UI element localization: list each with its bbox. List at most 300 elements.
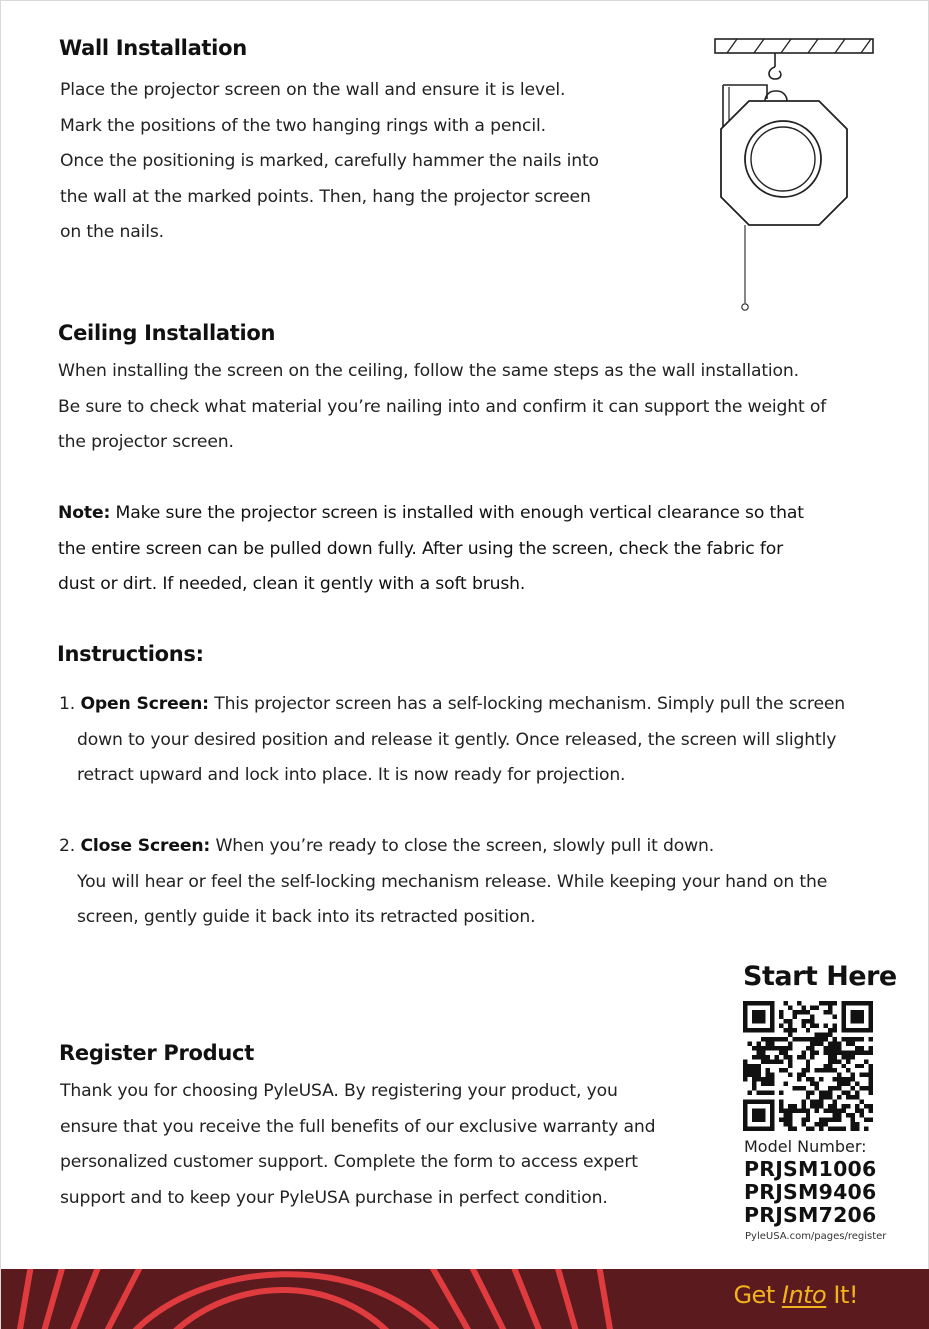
qr-module bbox=[788, 1055, 792, 1059]
qr-module bbox=[770, 1104, 774, 1108]
qr-module bbox=[815, 1041, 819, 1045]
qr-module bbox=[756, 1001, 760, 1005]
qr-module bbox=[869, 1086, 873, 1090]
qr-module bbox=[828, 1104, 832, 1108]
qr-module bbox=[855, 1104, 859, 1108]
qr-module bbox=[860, 1010, 864, 1014]
qr-module bbox=[752, 1028, 756, 1032]
qr-module bbox=[864, 1073, 868, 1077]
qr-module bbox=[752, 1086, 756, 1090]
qr-module bbox=[828, 1041, 832, 1045]
qr-module bbox=[855, 1082, 859, 1086]
qr-module bbox=[824, 1001, 828, 1005]
qr-module bbox=[842, 1050, 846, 1054]
qr-module bbox=[837, 1059, 841, 1063]
qr-module bbox=[824, 1050, 828, 1054]
qr-module bbox=[752, 1118, 756, 1122]
qr-module bbox=[806, 1113, 810, 1117]
qr-module bbox=[797, 1077, 801, 1081]
qr-module bbox=[869, 1046, 873, 1050]
qr-module bbox=[869, 1064, 873, 1068]
qr-module bbox=[869, 1037, 873, 1041]
qr-module bbox=[774, 1055, 778, 1059]
note-text bbox=[58, 496, 804, 603]
qr-module bbox=[860, 1028, 864, 1032]
qr-module bbox=[810, 1082, 814, 1086]
qr-module bbox=[756, 1041, 760, 1045]
qr-module bbox=[833, 1077, 837, 1081]
qr-module bbox=[828, 1028, 832, 1032]
qr-module bbox=[801, 1122, 805, 1126]
qr-module bbox=[810, 1046, 814, 1050]
qr-module bbox=[743, 1028, 747, 1032]
qr-module bbox=[815, 1086, 819, 1090]
qr-module bbox=[837, 1109, 841, 1113]
qr-module bbox=[855, 1050, 859, 1054]
qr-module bbox=[828, 1064, 832, 1068]
qr-module bbox=[833, 1037, 837, 1041]
qr-module bbox=[851, 1118, 855, 1122]
qr-module bbox=[765, 1068, 769, 1072]
start-here-heading: Start Here bbox=[743, 961, 897, 992]
qr-module bbox=[779, 1104, 783, 1108]
qr-module bbox=[806, 1109, 810, 1113]
note-label: Note: bbox=[58, 503, 111, 523]
qr-module bbox=[810, 1091, 814, 1095]
qr-module bbox=[864, 1127, 868, 1131]
qr-module bbox=[869, 1050, 873, 1054]
qr-module bbox=[837, 1086, 841, 1090]
qr-module bbox=[869, 1019, 873, 1023]
qr-module bbox=[752, 1064, 756, 1068]
qr-module bbox=[842, 1077, 846, 1081]
qr-module bbox=[792, 1028, 796, 1032]
qr-module bbox=[779, 1037, 783, 1041]
qr-module bbox=[747, 1028, 751, 1032]
qr-module bbox=[747, 1064, 751, 1068]
qr-module bbox=[792, 1014, 796, 1018]
qr-module bbox=[828, 1055, 832, 1059]
qr-module bbox=[864, 1001, 868, 1005]
qr-module bbox=[783, 1113, 787, 1117]
model-number: PRJSM9406 bbox=[744, 1180, 877, 1204]
qr-module bbox=[806, 1077, 810, 1081]
qr-module bbox=[828, 1005, 832, 1009]
qr-module bbox=[761, 1028, 765, 1032]
qr-module bbox=[801, 1104, 805, 1108]
qr-module bbox=[756, 1010, 760, 1014]
qr-module bbox=[810, 1077, 814, 1081]
qr-module bbox=[792, 1109, 796, 1113]
qr-module bbox=[743, 1059, 747, 1063]
qr-module bbox=[779, 1014, 783, 1018]
text-line: personalized customer support. Complete the form to access expert bbox=[60, 1152, 638, 1173]
tagline-part: It! bbox=[826, 1281, 858, 1309]
qr-module bbox=[819, 1037, 823, 1041]
qr-module bbox=[779, 1023, 783, 1027]
qr-module bbox=[770, 1046, 774, 1050]
qr-module bbox=[842, 1055, 846, 1059]
qr-module bbox=[860, 1064, 864, 1068]
qr-module bbox=[792, 1086, 796, 1090]
qr-module bbox=[743, 1023, 747, 1027]
qr-module bbox=[761, 1077, 765, 1081]
qr-module bbox=[828, 1059, 832, 1063]
qr-module bbox=[765, 1091, 769, 1095]
qr-module bbox=[788, 1028, 792, 1032]
qr-module bbox=[851, 1077, 855, 1081]
qr-module bbox=[797, 1010, 801, 1014]
qr-module bbox=[797, 1073, 801, 1077]
qr-module bbox=[756, 1073, 760, 1077]
qr-module bbox=[743, 1109, 747, 1113]
qr-module bbox=[770, 1010, 774, 1014]
qr-module bbox=[833, 1023, 837, 1027]
text-line bbox=[59, 687, 845, 723]
qr-module bbox=[792, 1010, 796, 1014]
qr-module bbox=[846, 1068, 850, 1072]
qr-module bbox=[752, 1068, 756, 1072]
qr-module bbox=[846, 1041, 850, 1045]
qr-module bbox=[855, 1064, 859, 1068]
qr-module bbox=[779, 1109, 783, 1113]
qr-module bbox=[860, 1073, 864, 1077]
qr-module bbox=[833, 1104, 837, 1108]
qr-module bbox=[860, 1037, 864, 1041]
qr-module bbox=[806, 1127, 810, 1131]
qr-module bbox=[743, 1068, 747, 1072]
qr-module bbox=[855, 1010, 859, 1014]
qr-module bbox=[837, 1127, 841, 1131]
qr-module bbox=[855, 1019, 859, 1023]
text-line: the wall at the marked points. Then, hang the projector screen bbox=[60, 186, 591, 207]
qr-module bbox=[801, 1073, 805, 1077]
qr-module bbox=[743, 1010, 747, 1014]
qr-module bbox=[837, 1118, 841, 1122]
qr-module bbox=[810, 1005, 814, 1009]
text-line: the entire screen can be pulled down fully. After using the screen, check the fabric for bbox=[58, 538, 784, 559]
qr-module bbox=[752, 1073, 756, 1077]
qr-module bbox=[779, 1050, 783, 1054]
qr-module bbox=[783, 1001, 787, 1005]
qr-module bbox=[761, 1019, 765, 1023]
qr-module bbox=[801, 1023, 805, 1027]
qr-module bbox=[770, 1127, 774, 1131]
text-line: You will hear or feel the self-locking mechanism release. While keeping your hand on the bbox=[77, 871, 828, 892]
text-line: Once the positioning is marked, carefully hammer the nails into bbox=[60, 151, 599, 172]
qr-module bbox=[761, 1050, 765, 1054]
qr-module bbox=[842, 1109, 846, 1113]
qr-module bbox=[846, 1001, 850, 1005]
text-line bbox=[58, 496, 804, 532]
qr-module bbox=[846, 1059, 850, 1063]
qr-module bbox=[815, 1100, 819, 1104]
qr-module bbox=[747, 1127, 751, 1131]
qr-module bbox=[851, 1041, 855, 1045]
qr-module bbox=[828, 1068, 832, 1072]
qr-module bbox=[752, 1082, 756, 1086]
qr-module bbox=[770, 1005, 774, 1009]
qr-module bbox=[761, 1059, 765, 1063]
qr-module bbox=[801, 1005, 805, 1009]
qr-module bbox=[743, 1127, 747, 1131]
qr-module bbox=[743, 1014, 747, 1018]
qr-module bbox=[846, 1077, 850, 1081]
qr-module bbox=[797, 1109, 801, 1113]
qr-module bbox=[761, 1100, 765, 1104]
qr-module bbox=[855, 1109, 859, 1113]
qr-module bbox=[801, 1037, 805, 1041]
qr-module bbox=[833, 1109, 837, 1113]
qr-module bbox=[765, 1059, 769, 1063]
qr-module bbox=[828, 1001, 832, 1005]
text-line bbox=[59, 829, 827, 865]
qr-module bbox=[806, 1095, 810, 1099]
qr-module bbox=[756, 1046, 760, 1050]
qr-module bbox=[837, 1050, 841, 1054]
text-line: retract upward and lock into place. It is now ready for projection. bbox=[77, 765, 626, 786]
qr-module bbox=[842, 1023, 846, 1027]
qr-module bbox=[765, 1055, 769, 1059]
qr-module bbox=[752, 1109, 756, 1113]
qr-module bbox=[837, 1077, 841, 1081]
qr-module bbox=[783, 1068, 787, 1072]
qr-module bbox=[851, 1010, 855, 1014]
qr-module bbox=[783, 1046, 787, 1050]
qr-module bbox=[810, 1014, 814, 1018]
qr-module bbox=[752, 1055, 756, 1059]
qr-module bbox=[851, 1001, 855, 1005]
qr-module bbox=[770, 1109, 774, 1113]
qr-module bbox=[846, 1037, 850, 1041]
qr-module bbox=[851, 1050, 855, 1054]
qr-module bbox=[869, 1010, 873, 1014]
qr-module bbox=[765, 1073, 769, 1077]
qr-module bbox=[761, 1118, 765, 1122]
qr-module bbox=[864, 1059, 868, 1063]
qr-module bbox=[788, 1127, 792, 1131]
qr-module bbox=[851, 1122, 855, 1126]
qr-module bbox=[851, 1037, 855, 1041]
qr-module bbox=[806, 1091, 810, 1095]
qr-module bbox=[819, 1091, 823, 1095]
text-line: down to your desired position and release it gently. Once released, the screen will slightly bbox=[77, 729, 837, 750]
qr-module bbox=[765, 1037, 769, 1041]
text-line: Place the projector screen on the wall and ensure it is level. bbox=[60, 80, 566, 100]
qr-module bbox=[824, 1032, 828, 1036]
qr-module bbox=[828, 1046, 832, 1050]
qr-module bbox=[774, 1046, 778, 1050]
ceiling-installation-heading: Ceiling Installation bbox=[58, 321, 276, 345]
qr-module bbox=[837, 1073, 841, 1077]
qr-module bbox=[869, 1091, 873, 1095]
qr-module bbox=[860, 1046, 864, 1050]
qr-module bbox=[828, 1032, 832, 1036]
qr-module bbox=[806, 1046, 810, 1050]
step-label: Close Screen: bbox=[80, 836, 211, 856]
qr-module bbox=[783, 1122, 787, 1126]
qr-module bbox=[783, 1118, 787, 1122]
qr-module bbox=[761, 1010, 765, 1014]
qr-module bbox=[806, 1037, 810, 1041]
qr-module bbox=[833, 1113, 837, 1117]
qr-module bbox=[743, 1122, 747, 1126]
qr-module bbox=[792, 1037, 796, 1041]
qr-module bbox=[842, 1001, 846, 1005]
qr-module bbox=[846, 1095, 850, 1099]
qr-module bbox=[788, 1032, 792, 1036]
qr-module bbox=[833, 1118, 837, 1122]
qr-module bbox=[747, 1091, 751, 1095]
qr-module bbox=[851, 1095, 855, 1099]
qr-module bbox=[828, 1127, 832, 1131]
qr-module bbox=[801, 1109, 805, 1113]
qr-module bbox=[765, 1028, 769, 1032]
qr-module bbox=[810, 1127, 814, 1131]
qr-module bbox=[855, 1091, 859, 1095]
qr-module bbox=[860, 1109, 864, 1113]
qr-module bbox=[788, 1041, 792, 1045]
qr-module bbox=[846, 1028, 850, 1032]
qr-module bbox=[819, 1032, 823, 1036]
step-first-line: When you’re ready to close the screen, slowly pull it down. bbox=[210, 836, 715, 856]
qr-module bbox=[864, 1118, 868, 1122]
ceiling-installation-text bbox=[58, 354, 826, 461]
qr-module bbox=[752, 1014, 756, 1018]
qr-module bbox=[779, 1100, 783, 1104]
qr-module bbox=[824, 1037, 828, 1041]
note-line-1: Make sure the projector screen is installed with enough vertical clearance so that bbox=[110, 503, 804, 523]
qr-module bbox=[855, 1014, 859, 1018]
qr-module bbox=[855, 1122, 859, 1126]
qr-module bbox=[801, 1050, 805, 1054]
qr-module bbox=[846, 1113, 850, 1117]
qr-module bbox=[743, 1077, 747, 1081]
qr-module bbox=[806, 1010, 810, 1014]
qr-module bbox=[765, 1127, 769, 1131]
qr-module bbox=[837, 1041, 841, 1045]
qr-module bbox=[828, 1095, 832, 1099]
qr-module bbox=[743, 1005, 747, 1009]
qr-module bbox=[761, 1037, 765, 1041]
qr-module bbox=[819, 1001, 823, 1005]
instruction-step-open bbox=[59, 687, 845, 794]
qr-module bbox=[756, 1019, 760, 1023]
qr-module bbox=[743, 1104, 747, 1108]
qr-module bbox=[828, 1109, 832, 1113]
qr-module bbox=[819, 1095, 823, 1099]
qr-module bbox=[756, 1127, 760, 1131]
registration-qr-code[interactable] bbox=[743, 1001, 873, 1131]
qr-module bbox=[837, 1082, 841, 1086]
qr-module bbox=[815, 1005, 819, 1009]
qr-module bbox=[765, 1001, 769, 1005]
qr-module bbox=[810, 1100, 814, 1104]
qr-module bbox=[770, 1023, 774, 1027]
qr-module bbox=[743, 1064, 747, 1068]
qr-module bbox=[783, 1109, 787, 1113]
qr-module bbox=[869, 1005, 873, 1009]
qr-module bbox=[833, 1050, 837, 1054]
text-line: Be sure to check what material you’re nailing into and confirm it can support the weight of bbox=[58, 396, 827, 417]
qr-module bbox=[819, 1127, 823, 1131]
qr-module bbox=[801, 1118, 805, 1122]
qr-module bbox=[824, 1023, 828, 1027]
qr-module bbox=[869, 1014, 873, 1018]
qr-module bbox=[833, 1100, 837, 1104]
qr-module bbox=[770, 1077, 774, 1081]
qr-module bbox=[855, 1127, 859, 1131]
qr-module bbox=[819, 1041, 823, 1045]
qr-module bbox=[783, 1037, 787, 1041]
qr-module bbox=[743, 1118, 747, 1122]
qr-module bbox=[833, 1059, 837, 1063]
qr-module bbox=[756, 1068, 760, 1072]
qr-module bbox=[810, 1050, 814, 1054]
qr-module bbox=[842, 1010, 846, 1014]
qr-module bbox=[842, 1104, 846, 1108]
qr-module bbox=[815, 1122, 819, 1126]
qr-module bbox=[770, 1122, 774, 1126]
qr-module bbox=[783, 1028, 787, 1032]
qr-module bbox=[806, 1068, 810, 1072]
qr-module bbox=[833, 1127, 837, 1131]
qr-module bbox=[824, 1118, 828, 1122]
qr-module bbox=[752, 1001, 756, 1005]
qr-module bbox=[765, 1046, 769, 1050]
qr-module bbox=[810, 1041, 814, 1045]
qr-module bbox=[864, 1086, 868, 1090]
hanging-screen-illustration bbox=[709, 33, 879, 315]
qr-module bbox=[819, 1122, 823, 1126]
register-url[interactable]: PyleUSA.com/pages/register bbox=[745, 1231, 887, 1242]
qr-module bbox=[756, 1118, 760, 1122]
qr-module bbox=[747, 1100, 751, 1104]
qr-module bbox=[788, 1113, 792, 1117]
qr-module bbox=[792, 1104, 796, 1108]
qr-module bbox=[851, 1055, 855, 1059]
qr-module bbox=[779, 1068, 783, 1072]
qr-module bbox=[815, 1068, 819, 1072]
qr-module bbox=[851, 1113, 855, 1117]
qr-module bbox=[747, 1001, 751, 1005]
model-number: PRJSM1006 bbox=[744, 1157, 877, 1181]
qr-module bbox=[824, 1046, 828, 1050]
register-product-text bbox=[60, 1074, 655, 1216]
qr-module bbox=[797, 1037, 801, 1041]
qr-module bbox=[860, 1050, 864, 1054]
qr-module bbox=[860, 1113, 864, 1117]
qr-module bbox=[842, 1019, 846, 1023]
qr-module bbox=[801, 1055, 805, 1059]
text-line: ensure that you receive the full benefits of our exclusive warranty and bbox=[60, 1116, 656, 1137]
qr-module bbox=[819, 1100, 823, 1104]
qr-module bbox=[833, 1055, 837, 1059]
qr-module bbox=[770, 1019, 774, 1023]
qr-module bbox=[788, 1073, 792, 1077]
qr-module bbox=[810, 1037, 814, 1041]
text-line: Mark the positions of the two hanging rings with a pencil. bbox=[60, 115, 546, 136]
qr-module bbox=[833, 1046, 837, 1050]
qr-module bbox=[743, 1073, 747, 1077]
qr-module bbox=[846, 1082, 850, 1086]
qr-module bbox=[819, 1068, 823, 1072]
qr-module bbox=[869, 1077, 873, 1081]
qr-module bbox=[851, 1073, 855, 1077]
qr-module bbox=[788, 1122, 792, 1126]
qr-module bbox=[819, 1077, 823, 1081]
text-line: When installing the screen on the ceiling, follow the same steps as the wall installation. bbox=[58, 361, 799, 381]
